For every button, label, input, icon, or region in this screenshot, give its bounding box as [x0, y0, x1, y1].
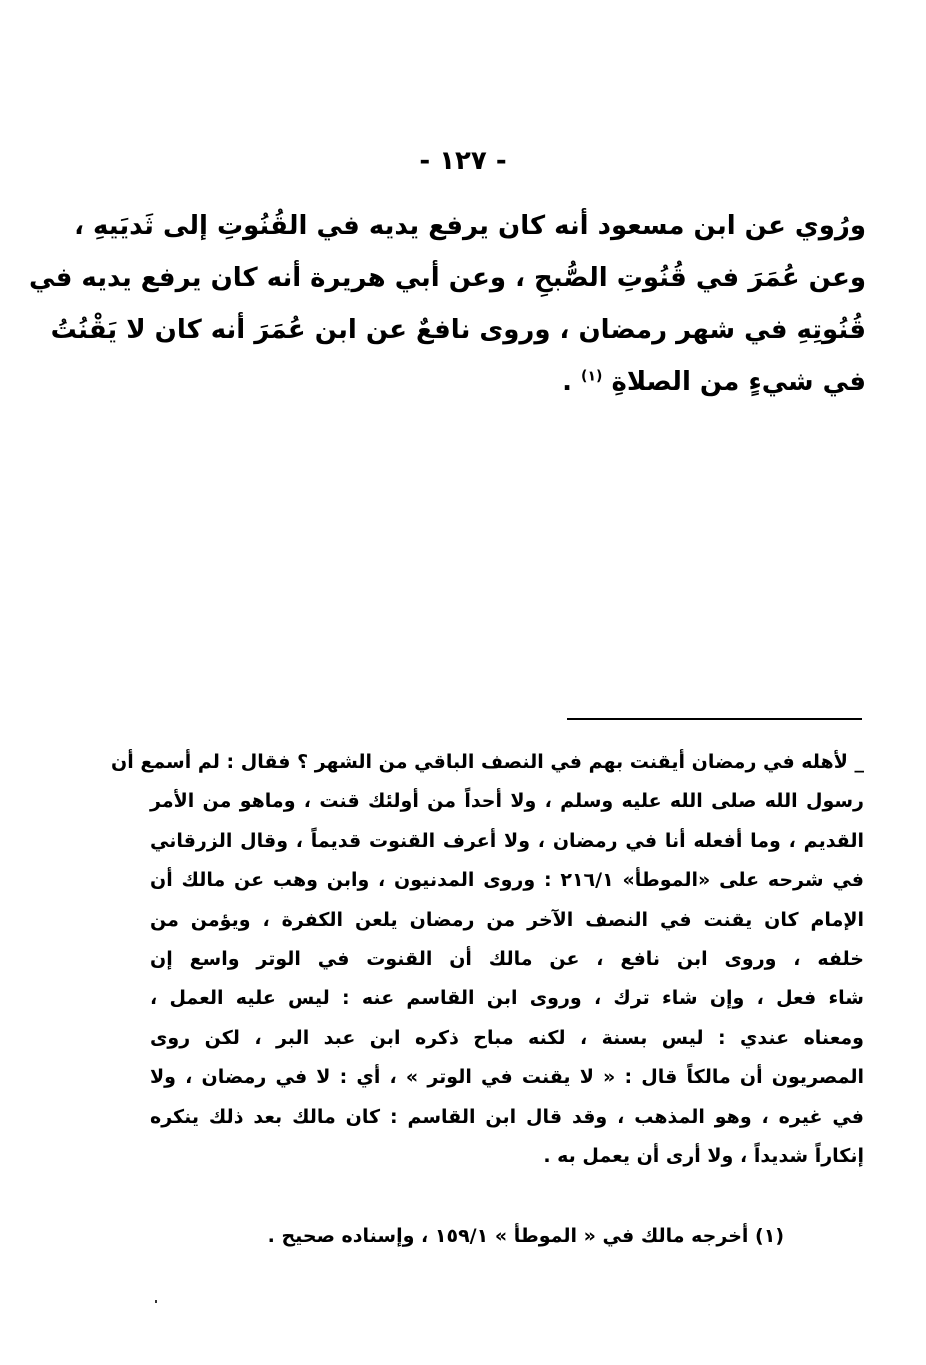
footnote-separator: [567, 718, 862, 720]
footnote-line: إنكاراً شديداً ، ولا أرى أن يعمل به .: [543, 1145, 864, 1168]
page-number: - ١٢٧ -: [419, 146, 507, 176]
footnotes: [111, 743, 864, 1176]
footnote-line: رسول الله صلى الله عليه وسلم ، ولا أحداً من أولئك قنت ، وماهو من الأمر: [150, 790, 864, 813]
scan-speck: [155, 1300, 157, 1303]
main-text-line: في شيءٍ من الصلاةِ: [611, 367, 866, 397]
footnote-line: ومعناه عندي : ليس بسنة ، لكنه مباح ذكره ابن عبد البر ، لكن روى: [150, 1026, 864, 1049]
footnote-line: في غيره ، وهو المذهب ، وقد قال ابن القاسم : كان مالك بعد ذلك ينكره: [150, 1105, 864, 1128]
footnote-reference[interactable]: (١): [581, 368, 603, 385]
main-text-last-line: [160, 356, 866, 408]
footnote-line: القديم ، وما أفعله أنا في رمضان ، ولا أعرف القنوت قديماً ، وقال الزرقاني: [150, 829, 864, 852]
footnote-line: في شرحه على «الموطأ» ٢١٦/١ : وروى المدنيون ، وابن وهب عن مالك أن: [150, 869, 864, 892]
main-text: [29, 200, 866, 408]
main-text-line: ورُوي عن ابن مسعود أنه كان يرفع يديه في القُنُوتِ إلى ثَديَيهِ ،: [74, 211, 866, 241]
main-text-line: قُنُوتِهِ في شهر رمضان ، وروى نافعٌ عن ابن عُمَرَ أنه كان لا يَقْنُتُ: [50, 315, 866, 345]
footnote-1: (١) أخرجه مالك في « الموطأ » ١٥٩/١ ، وإسناده صحيح .: [267, 1225, 784, 1247]
footnote-line: _ لأهله في رمضان أيقنت بهم في النصف الباقي من الشهر ؟ فقال : لم أسمع أن: [111, 751, 864, 773]
footnote-line: خلفه ، وروى ابن نافع ، عن مالك أن القنوت في الوتر واسع إن: [150, 948, 864, 971]
main-text-line: وعن عُمَرَ في قُنُوتِ الصُّبحِ ، وعن أبي هريرة أنه كان يرفع يديه في: [29, 263, 866, 293]
main-text-end: .: [562, 367, 582, 397]
footnote-line: المصريون أن مالكاً قال : « لا يقنت في الوتر » ، أي : لا في رمضان ، ولا: [150, 1066, 864, 1089]
footnote-line: شاء فعل ، وإن شاء ترك ، وروى ابن القاسم عنه : ليس عليه العمل ،: [150, 987, 864, 1010]
footnote-line: الإمام كان يقنت في النصف الآخر من رمضان يلعن الكفرة ، ويؤمن من: [150, 908, 864, 931]
